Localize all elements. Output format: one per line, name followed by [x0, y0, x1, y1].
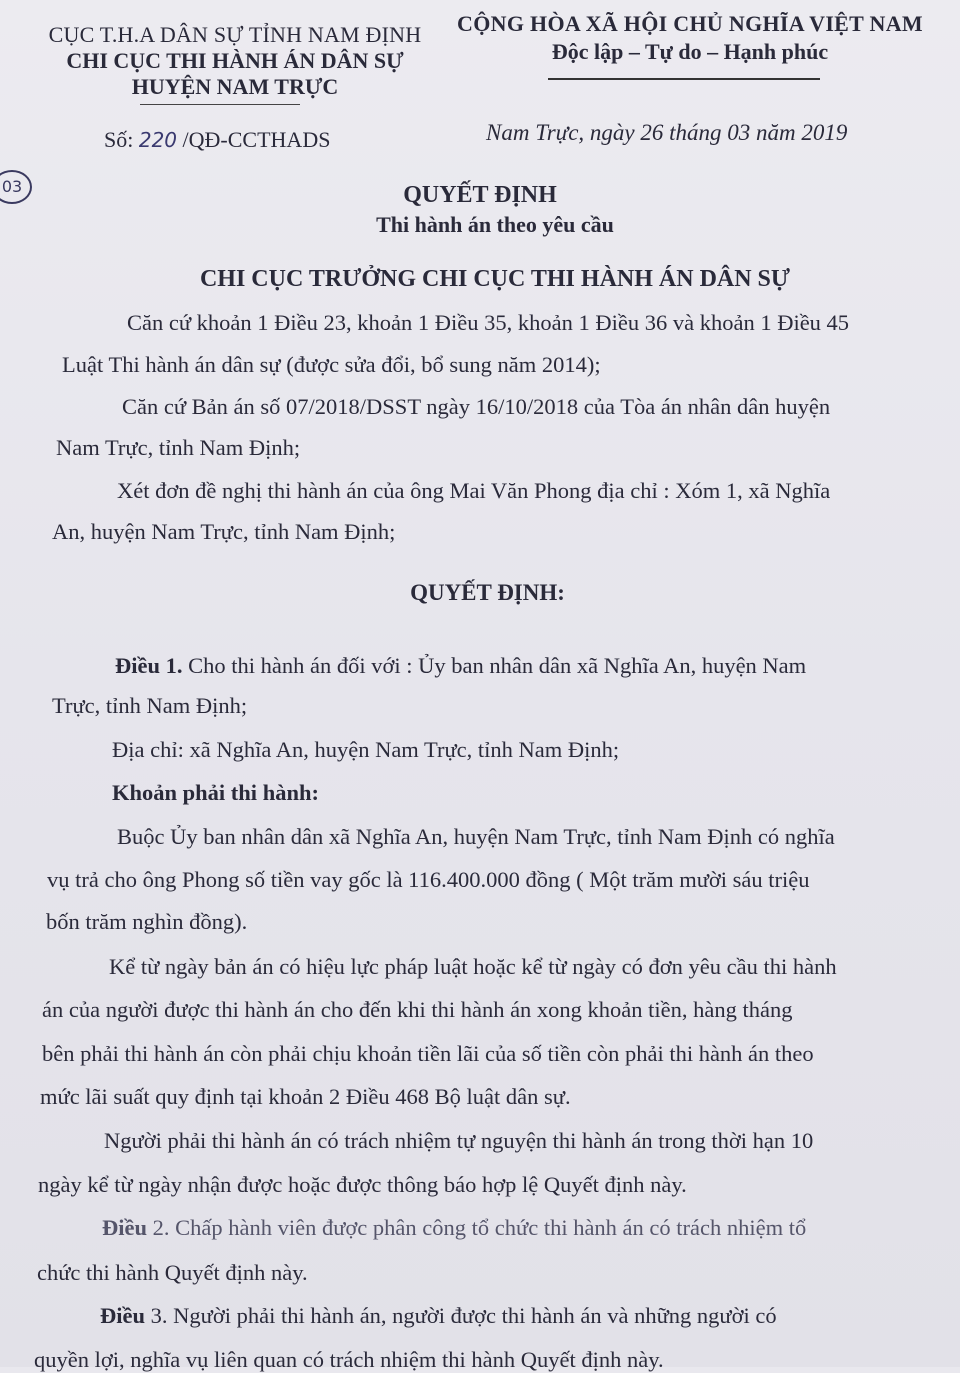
basis-3-line-2: An, huyện Nam Trực, tỉnh Nam Định;	[52, 519, 396, 544]
issuer-line-3: HUYỆN NAM TRỰC	[131, 74, 339, 99]
doc-number-suffix: /QĐ-CCTHADS	[177, 127, 331, 152]
national-name: CỘNG HÒA XÃ HỘI CHỦ NGHĨA VIỆT NAM	[457, 11, 923, 36]
article-1-label: Điều 1.	[115, 653, 183, 678]
document-subtitle: Thi hành án theo yêu cầu	[376, 212, 614, 237]
article-2-label: Điều	[102, 1215, 147, 1240]
article-2-line-2: chức thi hành Quyết định này.	[37, 1260, 308, 1285]
issue-date: Nam Trực, ngày 26 tháng 03 năm 2019	[486, 120, 848, 145]
basis-2-line-2: Nam Trực, tỉnh Nam Định;	[56, 435, 301, 460]
article-1-address: Địa chỉ: xã Nghĩa An, huyện Nam Trực, tỉnh Nam Định;	[112, 737, 620, 762]
decision-heading: QUYẾT ĐỊNH:	[410, 580, 565, 605]
basis-3-line-1: Xét đơn đề nghị thi hành án của ông Mai Văn Phong địa chỉ : Xóm 1, xã Nghĩa	[117, 478, 831, 503]
national-header	[440, 10, 940, 66]
margin-circled-mark: 03	[0, 170, 32, 204]
article-2-text: 2. Chấp hành viên được phân công tổ chức thi hành án có trách nhiệm tổ	[147, 1215, 807, 1240]
article-3-line-2: quyền lợi, nghĩa vụ liên quan có trách nhiệm thi hành Quyết định này.	[34, 1347, 664, 1372]
document-title: QUYẾT ĐỊNH	[403, 182, 557, 208]
basis-1-line-1: Căn cứ khoản 1 Điều 23, khoản 1 Điều 35, khoản 1 Điều 36 và khoản 1 Điều 45	[127, 310, 850, 335]
national-motto: Độc lập – Tự do – Hạnh phúc	[551, 39, 829, 64]
obligation-heading: Khoản phải thi hành:	[112, 780, 319, 805]
interest-line-4: mức lãi suất quy định tại khoản 2 Điều 468 Bộ luật dân sự.	[40, 1084, 571, 1109]
issuer-line-2: CHI CỤC THI HÀNH ÁN DÂN SỰ	[66, 48, 404, 73]
basis-2-line-1: Căn cứ Bản án số 07/2018/DSST ngày 16/10/2018 của Tòa án nhân dân huyện	[122, 394, 831, 419]
interest-line-2: án của người được thi hành án cho đến khi thi hành án xong khoản tiền, hàng tháng	[42, 997, 793, 1022]
doc-number-prefix: Số:	[104, 127, 139, 152]
issuer-line-1: CỤC T.H.A DÂN SỰ TỈNH NAM ĐỊNH	[48, 22, 422, 47]
voluntary-line-2: ngày kể từ ngày nhận được hoặc được thông báo hợp lệ Quyết định này.	[38, 1172, 687, 1197]
article-2-line-1	[102, 1215, 806, 1241]
article-1-line-1	[115, 653, 806, 679]
interest-line-3: bên phải thi hành án còn phải chịu khoản tiền lãi của số tiền còn phải thi hành án theo	[42, 1041, 814, 1066]
obligation-line-2: vụ trả cho ông Phong số tiền vay gốc là 116.400.000 đồng ( Một trăm mười sáu triệu	[47, 867, 810, 892]
issuing-authority: CHI CỤC TRƯỞNG CHI CỤC THI HÀNH ÁN DÂN SỰ	[199, 266, 791, 292]
article-3-line-1	[100, 1303, 777, 1329]
interest-line-1: Kể từ ngày bản án có hiệu lực pháp luật hoặc kể từ ngày có đơn yêu cầu thi hành	[109, 954, 837, 979]
issuer-header	[30, 22, 440, 100]
document-number	[104, 127, 330, 153]
motto-underline	[548, 78, 820, 80]
obligation-line-1: Buộc Ủy ban nhân dân xã Nghĩa An, huyện Nam Trực, tỉnh Nam Định có nghĩa	[117, 824, 835, 849]
doc-number-handwritten: 220	[138, 128, 178, 152]
issuer-underline	[140, 104, 300, 105]
voluntary-line-1: Người phải thi hành án có trách nhiệm tự nguyện thi hành án trong thời hạn 10	[104, 1128, 814, 1153]
article-3-text: 3. Người phải thi hành án, người được thi hành án và những người có	[145, 1303, 777, 1328]
article-1-line-2: Trực, tỉnh Nam Định;	[52, 693, 248, 718]
article-3-label: Điều	[100, 1303, 145, 1328]
basis-1-line-2: Luật Thi hành án dân sự (được sửa đổi, bổ sung năm 2014);	[62, 352, 601, 377]
obligation-line-3: bốn trăm nghìn đồng).	[46, 909, 248, 934]
article-1-text: Cho thi hành án đối với : Ủy ban nhân dân xã Nghĩa An, huyện Nam	[182, 653, 807, 678]
